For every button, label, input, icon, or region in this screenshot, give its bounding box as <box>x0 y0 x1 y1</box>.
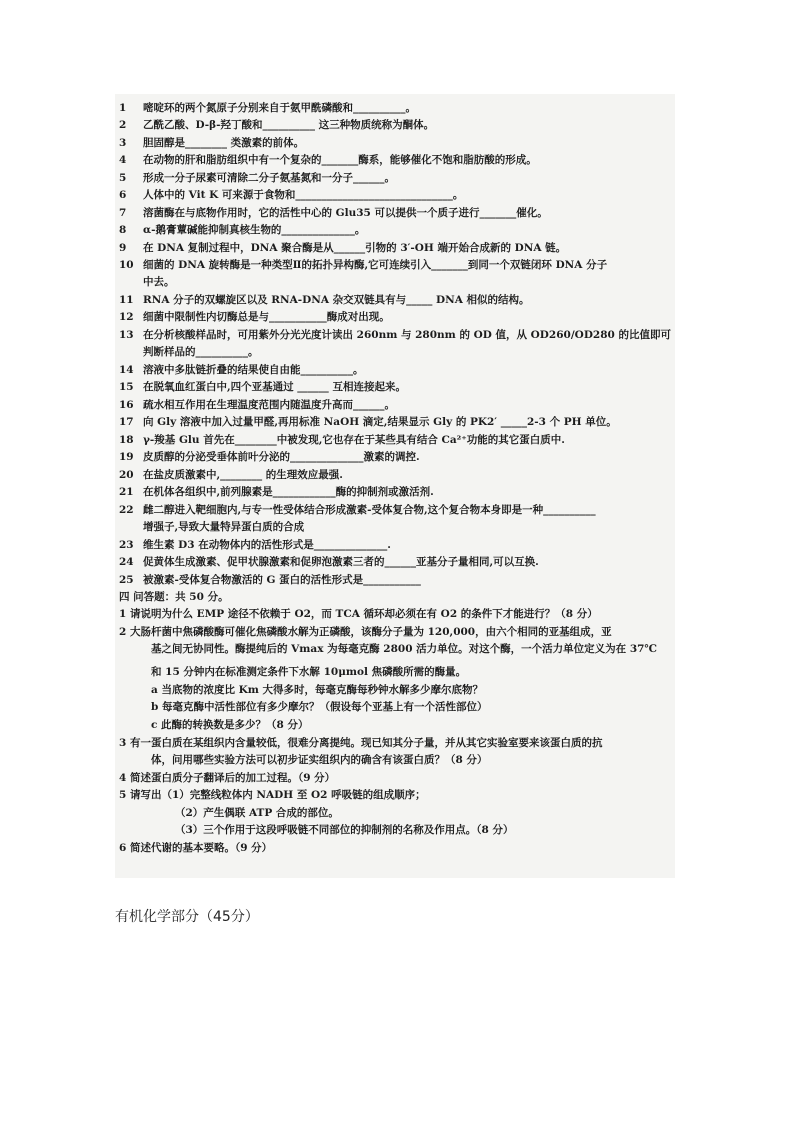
question-text: 疏水相互作用在生理温度范围内随温度升高而______。 <box>143 399 395 411</box>
essay-question-2-line-3: 和 15 分钟内在标准测定条件下水解 10μmol 焦磷酸所需的酶量。 <box>151 666 467 678</box>
question-22-continued: 增强子,导致大量特异蛋白质的合成 <box>143 521 305 533</box>
question-number: 18 <box>119 434 134 446</box>
question-text: 向 Gly 溶液中加入过量甲醛,再用标准 NaOH 滴定,结果显示 Gly 的 PK2′ _____2-3 个 PH 单位。 <box>143 416 617 428</box>
question-number: 14 <box>119 364 134 376</box>
essay-question-3: 3 有一蛋白质在某组织内含量较低，很难分离提纯。现已知其分子量，并从其它实验室要来该蛋白质的抗 <box>119 737 603 749</box>
question-text: 在脱氧血红蛋白中,四个亚基通过 ______ 互相连接起来。 <box>143 381 406 393</box>
essay-question-3-line-2: 体，问用哪些实验方法可以初步证实组织内的确含有该蛋白质？（8 分） <box>151 754 488 766</box>
question-text: 维生素 D3 在动物体内的活性形式是______________. <box>143 539 391 551</box>
question-13-continued: 判断样品的__________。 <box>143 346 259 358</box>
essay-question-2: 2 大肠杆菌中焦磷酸酶可催化焦磷酸水解为正磷酸，该酶分子量为 120,000，由六个相同的亚基组成，亚 <box>119 626 612 638</box>
question-25 <box>119 572 675 589</box>
organic-chemistry-section-heading: 有机化学部分（45分） <box>115 909 259 925</box>
question-number: 13 <box>119 329 134 341</box>
question-11 <box>119 292 675 309</box>
question-number: 5 <box>119 172 127 184</box>
question-22 <box>119 502 675 519</box>
question-text: 形成一分子尿素可清除二分子氨基氮和一分子______。 <box>143 172 395 184</box>
question-text: α-鹅膏蕈碱能抑制真核生物的______________。 <box>143 224 366 236</box>
question-number: 16 <box>119 399 134 411</box>
question-number: 8 <box>119 224 127 236</box>
question-23 <box>119 537 675 554</box>
essay-question-2-part-c: c 此酶的转换数是多少？（8 分） <box>151 719 309 731</box>
question-text: 在盐皮质激素中,________ 的生理效应最强. <box>143 469 343 481</box>
question-number: 9 <box>119 242 127 254</box>
question-number: 6 <box>119 189 127 201</box>
question-number: 23 <box>119 539 134 551</box>
essay-question-4: 4 简述蛋白质分子翻译后的加工过程。（9 分） <box>119 772 336 784</box>
question-number: 22 <box>119 504 134 516</box>
question-number: 3 <box>119 137 127 149</box>
question-text: 乙酰乙酸、D-β-羟丁酸和__________ 这三种物质统称为酮体。 <box>143 119 435 131</box>
question-text: RNA 分子的双螺旋区以及 RNA-DNA 杂交双链具有与_____ DNA 相似的结构。 <box>143 294 530 306</box>
question-15 <box>119 379 675 396</box>
question-number: 24 <box>119 556 134 568</box>
question-number: 1 <box>119 102 127 114</box>
question-5 <box>119 170 675 187</box>
question-text: γ-羧基 Glu 首先在________中被发现,它也存在于某些具有结合 Ca²⁺功能的其它蛋白质中. <box>143 434 565 446</box>
question-text: 细菌的 DNA 旋转酶是一种类型Ⅱ的拓扑异构酶,它可连续引入_______到同一个双链闭环 DNA 分子 <box>143 259 608 271</box>
question-17 <box>119 414 675 431</box>
question-text: 胆固醇是________ 类激素的前体。 <box>143 137 305 149</box>
question-13 <box>119 327 675 344</box>
question-text: 在分析核酸样品时，可用紫外分光光度计读出 260nm 与 280nm 的 OD 值，从 OD260/OD280 的比值即可 <box>143 329 671 341</box>
question-8 <box>119 222 675 239</box>
question-text: 皮质醇的分泌受垂体前叶分泌的______________激素的调控. <box>143 451 420 463</box>
question-3 <box>119 135 675 152</box>
question-7 <box>119 205 675 222</box>
question-number: 10 <box>119 259 134 271</box>
question-number: 7 <box>119 207 127 219</box>
question-24 <box>119 554 675 571</box>
question-text: 雌二醇进入靶细胞内,与专一性受体结合形成激素-受体复合物,这个复合物本身即是一种__________ <box>143 504 596 516</box>
question-text: 溶液中多肽链折叠的结果使自由能__________。 <box>143 364 364 376</box>
question-text: 人体中的 Vit K 可来源于食物和______________________________。 <box>143 189 464 201</box>
question-18 <box>119 432 675 449</box>
essay-question-5: 5 请写出（1）完整线粒体内 NADH 至 O2 呼吸链的组成顺序； <box>119 789 426 801</box>
essay-question-5-part-2: （2）产生偶联 ATP 合成的部位。 <box>175 807 339 819</box>
question-14 <box>119 362 675 379</box>
question-number: 20 <box>119 469 134 481</box>
question-text: 在动物的肝和脂肪组织中有一个复杂的_______酶系，能够催化不饱和脂肪酸的形成。 <box>143 154 537 166</box>
question-4 <box>119 152 675 169</box>
essay-question-2-line-2: 基之间无协同性。酶提纯后的 Vmax 为每毫克酶 2800 活力单位。对这个酶，一个活力单位定义为在 37℃ <box>151 643 658 655</box>
question-text: 在 DNA 复制过程中，DNA 聚合酶是从______引物的 3′-OH 端开始合成新的 DNA 链。 <box>143 242 567 254</box>
question-number: 25 <box>119 574 134 586</box>
essay-question-5-part-3: （3）三个作用于这段呼吸链不同部位的抑制剂的名称及作用点。（8 分） <box>175 824 514 836</box>
question-text: 嘧啶环的两个氮原子分别来自于氨甲酰磷酸和__________。 <box>143 102 416 114</box>
scanned-exam-page <box>115 94 675 878</box>
question-9 <box>119 240 675 257</box>
question-number: 11 <box>119 294 134 306</box>
question-number: 21 <box>119 486 134 498</box>
question-number: 17 <box>119 416 134 428</box>
question-text: 溶菌酶在与底物作用时，它的活性中心的 Glu35 可以提供一个质子进行_______催化。 <box>143 207 548 219</box>
essay-question-2-part-b: b 每毫克酶中活性部位有多少摩尔？（假设每个亚基上有一个活性部位） <box>151 701 488 713</box>
question-2 <box>119 117 675 134</box>
essay-question-6: 6 简述代谢的基本要略。（9 分） <box>119 842 273 854</box>
question-12 <box>119 309 675 326</box>
question-1 <box>119 100 675 117</box>
question-number: 4 <box>119 154 127 166</box>
question-10-continued: 中去。 <box>143 276 175 288</box>
question-16 <box>119 397 675 414</box>
question-21 <box>119 484 675 501</box>
question-number: 15 <box>119 381 134 393</box>
question-text: 促黄体生成激素、促甲状腺激素和促卵泡激素三者的______亚基分子量相同,可以互换. <box>143 556 539 568</box>
question-text: 在机体各组织中,前列腺素是____________酶的抑制剂或激活剂. <box>143 486 434 498</box>
section-4-heading: 四 问答题：共 50 分。 <box>119 591 229 603</box>
question-20 <box>119 467 675 484</box>
question-number: 2 <box>119 119 127 131</box>
question-text: 被激素-受体复合物激活的 G 蛋白的活性形式是___________ <box>143 574 421 586</box>
question-10 <box>119 257 675 274</box>
essay-question-1: 1 请说明为什么 EMP 途径不依赖于 O2，而 TCA 循环却必须在有 O2 的条件下才能进行？（8 分） <box>119 608 598 620</box>
question-6 <box>119 187 675 204</box>
essay-question-2-part-a: a 当底物的浓度比 Km 大得多时，每毫克酶每秒钟水解多少摩尔底物？ <box>151 684 484 696</box>
question-number: 12 <box>119 311 134 323</box>
question-number: 19 <box>119 451 134 463</box>
question-19 <box>119 449 675 466</box>
question-text: 细菌中限制性内切酶总是与___________酶成对出现。 <box>143 311 390 323</box>
